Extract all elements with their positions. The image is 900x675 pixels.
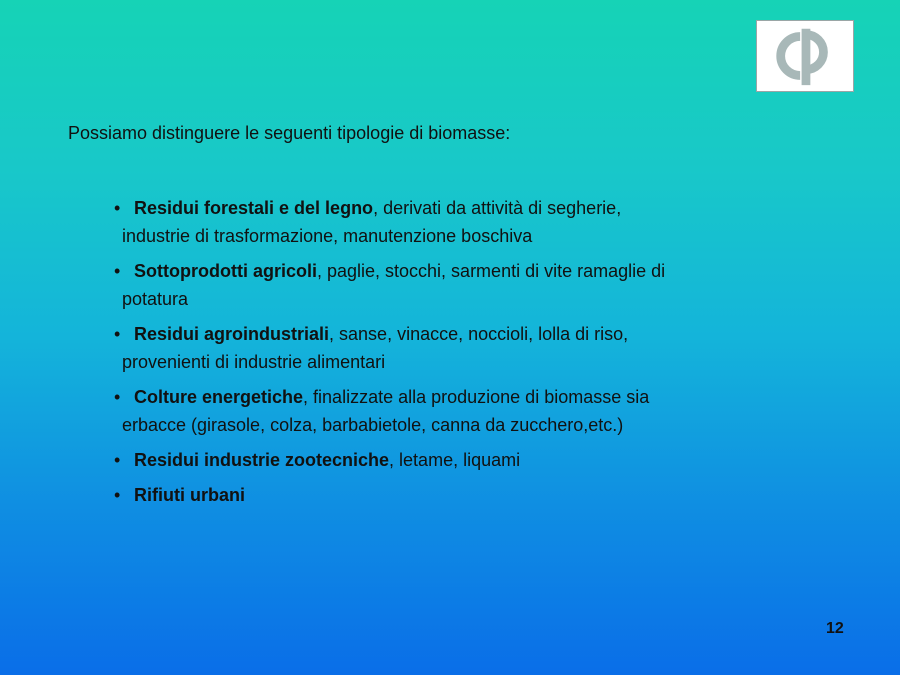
intro-text: Possiamo distinguere le seguenti tipologie di biomasse: — [68, 123, 511, 143]
cp-logo-icon — [757, 21, 853, 91]
list-item: • Sottoprodotti agricoli, paglie, stocchi, sarmenti di vite ramaglie di potatura — [112, 257, 832, 313]
cp-logo — [756, 20, 854, 92]
list-item: • Rifiuti urbani — [112, 481, 832, 509]
list-item: • Colture energetiche, finalizzate alla produzione di biomasse sia erbacce (girasole, colza, barbabietole, canna da zucchero,etc.) — [112, 383, 832, 439]
list-item: • Residui agroindustriali, sanse, vinacce, noccioli, lolla di riso, provenienti di industrie alimentari — [112, 320, 832, 376]
page-number: 12 — [826, 620, 844, 637]
biomass-list — [112, 194, 832, 516]
list-item: • Residui forestali e del legno, derivati da attività di segherie, industrie di trasformazione, manutenzione boschiva — [112, 194, 832, 250]
list-item: • Residui industrie zootecniche, letame, liquami — [112, 446, 832, 474]
